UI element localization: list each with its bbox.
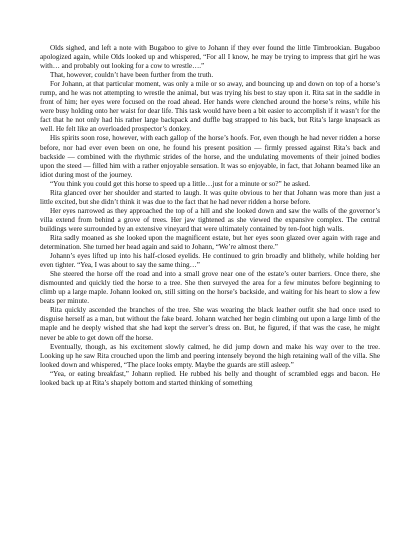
paragraph: She steered the horse off the road and into a small grove near one of the estate’s outer barriers. Once there, she dismounted and quickly tied the horse to a tree. She then surveyed the area for a few minutes before beginning to climb up a large maple. Johann looked on, still sitting on the horse’s backside, and waiting for his heart to slow a few beats per minute. [40,270,380,306]
paragraph: Rita sadly moaned as she looked upon the magnificent estate, but her eyes soon glazed over again with rage and determination. She turned her head again and said to Johann, “We’re almost there.” [40,233,380,252]
paragraph: His spirits soon rose, however, with each gallop of the horse’s hoofs. For, even though he had never ridden a horse before, nor had ever even been on one, he found his present position — firmly pressed against Rita’s back and backside — combined with the rhythmic strides of the horse, and the undulating movements of their joined bodies upon the steed — filled him with a rather enjoyable sensation. It was so enjoyable, in fact, that Johann beamed like an idiot during most of the journey. [40,134,380,179]
paragraph: That, however, couldn’t have been further from the truth. [50,71,214,80]
paragraph: “Yea, or eating breakfast,” Johann replied. He rubbed his belly and thought of scrambled eggs and bacon. He looked back up at Rita’s shapely bottom and started thinking of something [40,369,380,387]
paragraph: Olds sighed, and left a note with Bugaboo to give to Johann if they ever found the little Timbrookian. Bugaboo apologized again, while Olds looked up and whispered, “For all I know, he may be trying to impress that girl he was with… and probably out looking for a cow to wrestle….” [40,44,380,71]
paragraph: Rita glanced over her shoulder and started to laugh. It was quite obvious to her that Johann was more than just a little excited, but she didn’t think it was due to the fact that he had never ridden a horse before. [40,188,380,206]
paragraph: “You think you could get this horse to speed up a little…just for a minute or so?” he asked. [50,179,311,188]
paragraph: Eventually, though, as his excitement slowly calmed, he did jump down and make his way over to the tree. Looking up he saw Rita crouched upon the limb and peering intensely beyond the high retaining wall of the villa. She looked down and whispered, “The place looks empty. Maybe the guards are still asleep.” [40,342,380,369]
paragraph: Her eyes narrowed as they approached the top of a hill and she looked down and saw the walls of the governor’s villa extend from behind a grove of trees. Her jaw tightened as she viewed the expansive complex. The central buildings were surrounded by an extensive vineyard that were ultimately contained by ten-foot high walls. [40,206,380,233]
paragraph: Rita quickly ascended the branches of the tree. She was wearing the black leather outfit she had once used to disguise herself as a man, but without the fake beard. Johann watched her begin climbing out upon a large limb of the maple and he deeply wished that she had kept the server’s dress on. But, he figured, if that was the case, he might never be able to get down off the horse. [40,306,380,342]
paragraph: Johann’s eyes lifted up into his half-closed eyelids. He continued to grin broadly and blithely, while holding her even tighter. “Yea, I was about to say the same thing…” [40,252,380,270]
paragraph: For Johann, at that particular moment, was only a mile or so away, and bouncing up and down on top of a horse’s rump, and he was not attempting to wrestle the animal, but was trying his best to stay upon it. Rita sat in the saddle in front of him; her eyes were focused on the road ahead. Her hands were clenched around the horse’s reins, while his were busy holding onto her waist for dear life. This task would have been a bit easier to accomplish if it wasn’t for the fact that he not only had his rather large backpack and duffle bag strapped to his back, but Rita’s large knapsack as well. He felt like an overloaded prospector’s donkey. [40,80,380,134]
